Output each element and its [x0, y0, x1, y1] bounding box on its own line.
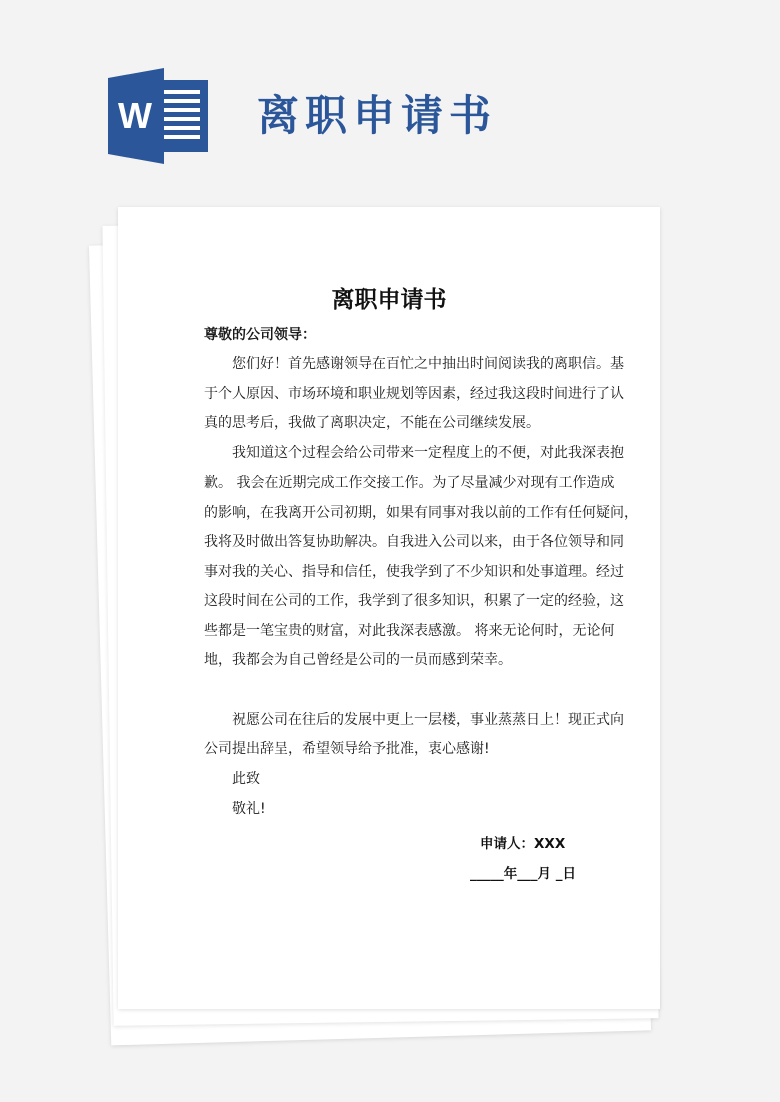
document-page	[118, 207, 660, 1009]
body-line: 地，我都会为自己曾经是公司的一员而感到荣幸。	[204, 652, 512, 668]
body-line: 歉。 我会在近期完成工作交接工作。为了尽量减少对现有工作造成	[204, 475, 615, 491]
document-title: 离职申请书	[331, 287, 447, 313]
body-line: 些都是一笔宝贵的财富，对此我深表感激。 将来无论何时，无论何	[204, 623, 615, 639]
body-line: 真的思考后，我做了离职决定，不能在公司继续发展。	[204, 415, 540, 431]
closing-line: 敬礼!	[232, 801, 266, 817]
svg-text:W: W	[118, 95, 152, 136]
applicant-signature: 申请人：XXX	[480, 836, 566, 852]
body-line: 于个人原因、市场环境和职业规划等因素，经过我这段时间进行了认	[204, 386, 624, 402]
body-line: 公司提出辞呈，希望领导给予批准，衷心感谢!	[204, 741, 490, 757]
body-line: 这段时间在公司的工作，我学到了很多知识，积累了一定的经验，这	[204, 593, 624, 609]
body-line: 我知道这个过程会给公司带来一定程度上的不便，对此我深表抱	[232, 445, 624, 461]
salutation: 尊敬的公司领导：	[204, 327, 316, 343]
word-document-icon	[108, 68, 208, 164]
body-line: 您们好！首先感谢领导在百忙之中抽出时间阅读我的离职信。基	[232, 356, 624, 372]
closing-line: 此致	[232, 771, 260, 787]
body-line: 事对我的关心、指导和信任，使我学到了不少知识和处事道理。经过	[204, 564, 624, 580]
date-line: _____年___月 _日	[470, 866, 576, 882]
banner-title: 离职申请书	[257, 91, 498, 140]
body-line: 祝愿公司在往后的发展中更上一层楼，事业蒸蒸日上！现正式向	[232, 712, 624, 728]
body-line: 我将及时做出答复协助解决。自我进入公司以来，由于各位领导和同	[204, 534, 624, 550]
body-line: 的影响，在我离开公司初期，如果有同事对我以前的工作有任何疑问，	[204, 505, 638, 521]
